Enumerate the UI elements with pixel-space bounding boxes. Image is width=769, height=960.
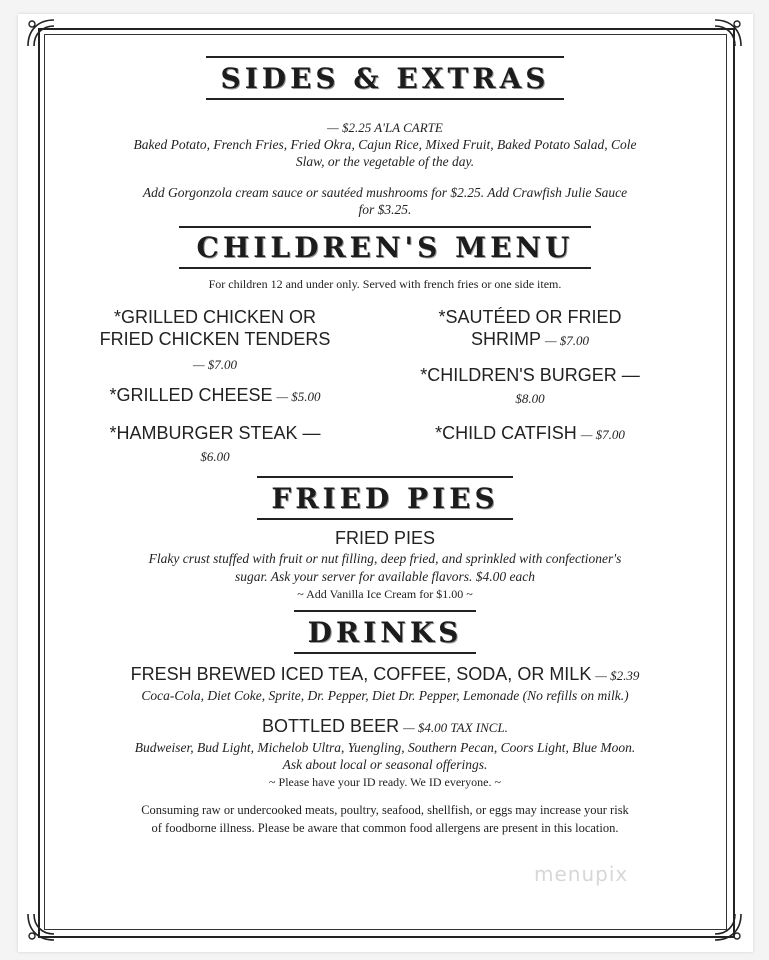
drinks-beer-item: BOTTLED BEER — $4.00 TAX INCL. bbox=[262, 716, 508, 736]
drinks-tea-item: FRESH BREWED ICED TEA, COFFEE, SODA, OR MILK — $2.39 bbox=[130, 664, 640, 684]
corner-flourish-icon bbox=[711, 16, 745, 50]
fried-pies-desc-line1: Flaky crust stuffed with fruit or nut filling, deep fried, and sprinkled with confectioner's bbox=[148, 551, 622, 566]
fried-pies-heading-text: FRIED PIES bbox=[271, 482, 499, 515]
sides-items-line1: Baked Potato, French Fries, Fried Okra, Cajun Rice, Mixed Fruit, Baked Potato Salad, Cole bbox=[133, 137, 637, 152]
children-item-shrimp: *SAUTÉED OR FRIED SHRIMP — $7.00 bbox=[438, 307, 622, 349]
children-note: For children 12 and under only. Served with french fries or one side item. bbox=[208, 277, 562, 291]
drinks-tea-desc: Coca-Cola, Diet Coke, Sprite, Dr. Pepper, Diet Dr. Pepper, Lemonade (No refills on milk.) bbox=[141, 688, 629, 703]
sides-addons-line1: Add Gorgonzola cream sauce or sautéed mushrooms for $2.25. Add Crawfish Julie Sauce bbox=[142, 185, 628, 200]
children-heading bbox=[60, 226, 710, 269]
disclaimer-line1: Consuming raw or undercooked meats, poultry, seafood, shellfish, or eggs may increase your risk bbox=[141, 803, 629, 817]
fried-pies-item-name: FRIED PIES bbox=[334, 528, 436, 548]
children-item-chicken: *GRILLED CHICKEN OR FRIED CHICKEN TENDERS — $7.00 bbox=[99, 307, 331, 372]
corner-flourish-icon bbox=[24, 910, 58, 944]
sides-price: — $2.25 A'LA CARTE bbox=[327, 120, 443, 135]
menupix-watermark: menupix bbox=[534, 862, 629, 886]
children-item-hamburger-steak: *HAMBURGER STEAK — $6.00 bbox=[109, 423, 321, 464]
fried-pies-addon: ~ Add Vanilla Ice Cream for $1.00 ~ bbox=[297, 587, 473, 601]
drinks-beer-desc-line1: Budweiser, Bud Light, Michelob Ultra, Yuengling, Southern Pecan, Coors Light, Blue Moon. bbox=[134, 740, 636, 755]
children-item-grilled-cheese: *GRILLED CHEESE — $5.00 bbox=[109, 385, 321, 405]
drinks-id-note: ~ Please have your ID ready. We ID everyone. ~ bbox=[269, 775, 501, 789]
sides-items-line2: Slaw, or the vegetable of the day. bbox=[295, 154, 475, 169]
disclaimer-line2: of foodborne illness. Please be aware that common food allergens are present in this location. bbox=[151, 821, 619, 835]
drinks-beer-desc-line2: Ask about local or seasonal offerings. bbox=[282, 757, 488, 772]
drinks-heading-text: DRINKS bbox=[307, 616, 463, 649]
sides-heading-text: SIDES & EXTRAS bbox=[220, 62, 550, 95]
sides-heading bbox=[60, 56, 710, 100]
children-heading-text: CHILDREN'S MENU bbox=[196, 231, 574, 264]
corner-flourish-icon bbox=[711, 910, 745, 944]
drinks-heading bbox=[60, 610, 710, 654]
children-item-burger: *CHILDREN'S BURGER — $8.00 bbox=[420, 365, 640, 406]
sides-addons-line2: for $3.25. bbox=[358, 202, 412, 217]
corner-flourish-icon bbox=[24, 16, 58, 50]
children-item-catfish: *CHILD CATFISH — $7.00 bbox=[435, 423, 625, 443]
fried-pies-desc-line2: sugar. Ask your server for available flavors. $4.00 each bbox=[234, 569, 536, 584]
fried-pies-heading bbox=[60, 476, 710, 520]
